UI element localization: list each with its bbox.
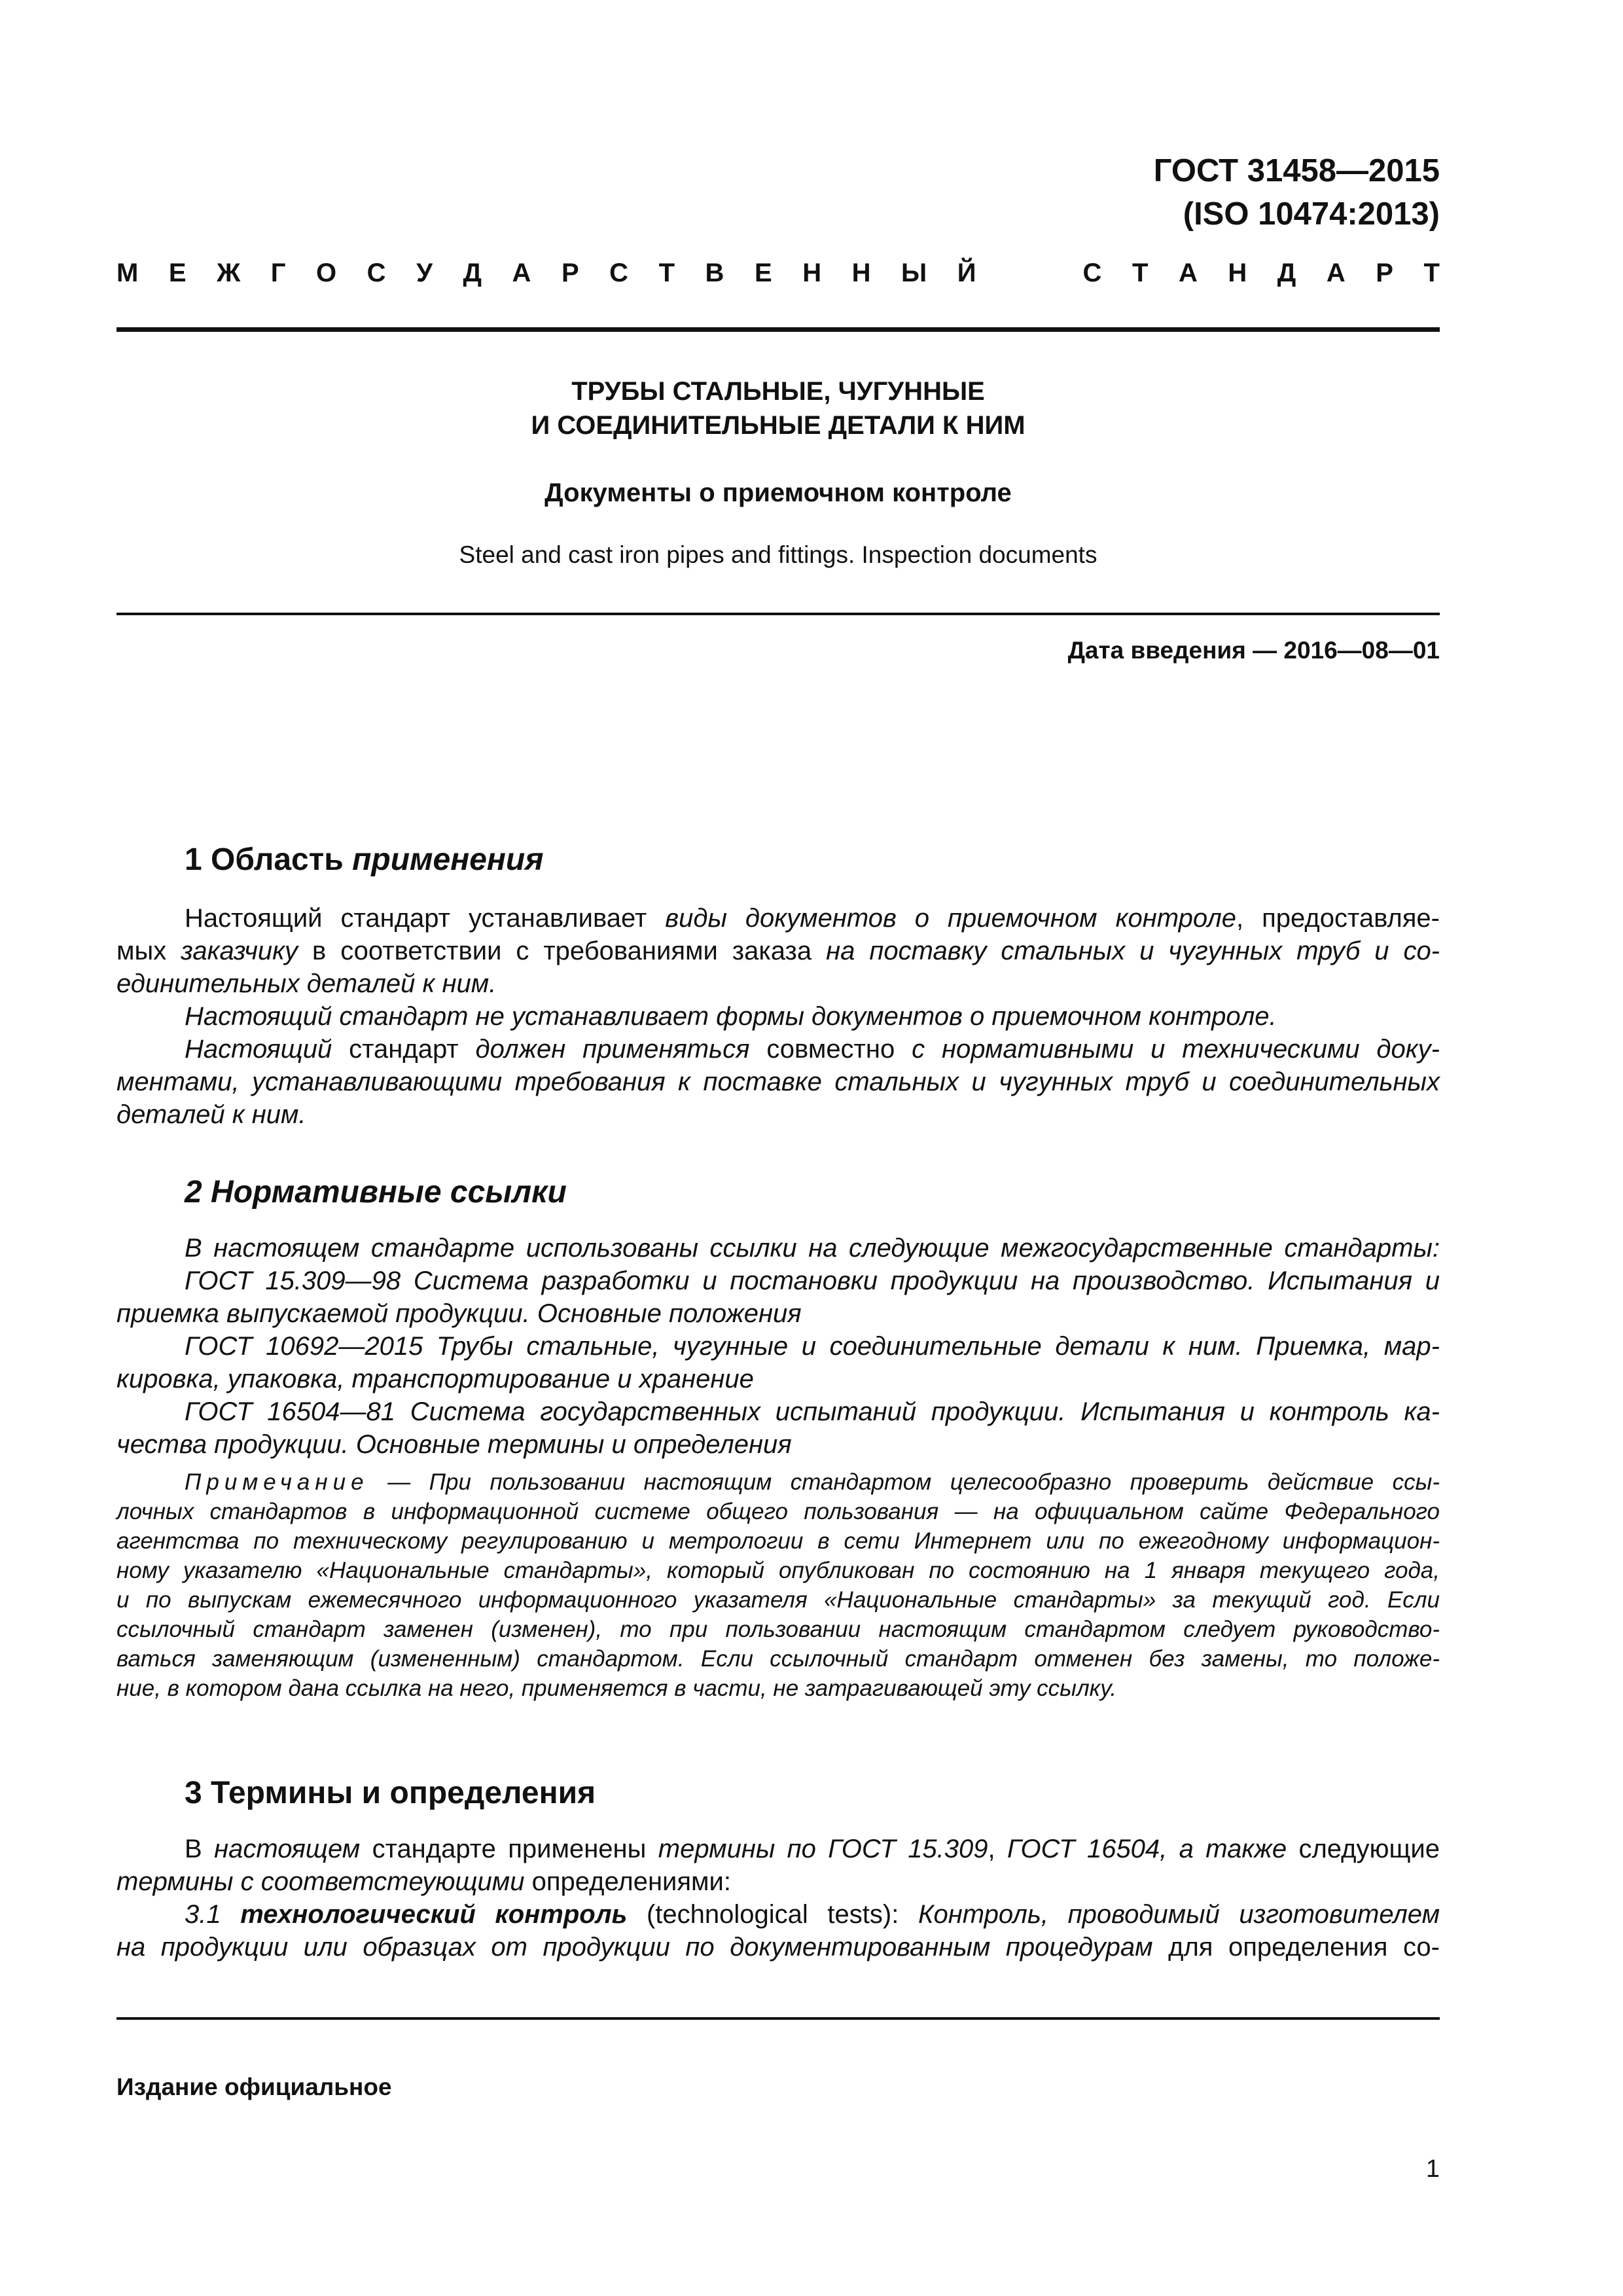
letter: О xyxy=(315,259,337,287)
reference-line: ГОСТ 10692—2015 Трубы стальные, чугунные и соединительные детали к ним. Приемка, мар- xyxy=(185,1332,1440,1361)
reference-line: ГОСТ 15.309—98 Система разработки и постановки продукции на производство. Испытания и xyxy=(185,1266,1440,1295)
text-line: В настоящем стандарте использованы ссылки на следующие межгосударственные стандарты: xyxy=(185,1234,1440,1263)
document-subtitle: Документы о приемочном контроле xyxy=(544,478,1012,507)
introduction-date: Дата введения — 2016—08—01 xyxy=(1067,637,1440,664)
note-line: ние, в котором дана ссылка на него, применяется в части, не затрагивающей эту ссылку. xyxy=(116,1676,1117,1701)
letter: Р xyxy=(561,259,579,287)
text-line: В настоящем стандарте применены термины по ГОСТ 15.309, ГОСТ 16504, а также следующие xyxy=(185,1835,1440,1863)
letter: Д xyxy=(1277,259,1296,287)
text-line: Настоящий стандарт устанавливает виды документов о приемочном контроле, предоставляе- xyxy=(185,904,1440,933)
note-label: Примечание xyxy=(185,1469,369,1495)
letter: Е xyxy=(754,259,772,287)
document-title xyxy=(116,374,1440,442)
official-edition-label: Издание официальное xyxy=(116,2073,392,2100)
letter: А xyxy=(1178,259,1198,287)
term-line: на продукции или образцах от продукции по документированным процедурам для определения со- xyxy=(116,1933,1440,1962)
note-line: Примечание — При пользовании настоящим стандартом целесообразно проверить действие ссы- xyxy=(185,1469,1440,1495)
title-line-2: И СОЕДИНИТЕЛЬНЫЕ ДЕТАЛИ К НИМ xyxy=(531,411,1026,440)
letter: Т xyxy=(1132,259,1149,287)
title-divider xyxy=(116,613,1440,615)
text-line: термины с соответстеующими определениями: xyxy=(116,1867,731,1896)
reference-line: чества продукции. Основные термины и определения xyxy=(116,1430,792,1459)
text-line: единительных деталей к ним. xyxy=(116,969,497,998)
letter: У xyxy=(416,259,433,287)
text-line: мых заказчику в соответствии с требованиями заказа на поставку стальных и чугунных труб и со- xyxy=(116,937,1440,965)
text-line: ментами, устанавливающими требования к поставке стальных и чугунных труб и соединительных xyxy=(116,1067,1440,1096)
standard-type-heading xyxy=(116,257,1440,289)
letter: Г xyxy=(270,259,286,287)
reference-line: приемка выпускаемой продукции. Основные положения xyxy=(116,1299,802,1328)
letter: В xyxy=(705,259,724,287)
letter: А xyxy=(512,259,531,287)
letter: Й xyxy=(957,259,976,287)
section-3-body xyxy=(116,1833,1440,1964)
letter: М xyxy=(116,259,139,287)
letter: Ы xyxy=(901,259,927,287)
gost-number: ГОСТ 31458—2015 xyxy=(1153,153,1440,188)
section-2-heading: 2 Нормативные ссылки xyxy=(185,1175,567,1210)
section-1-number: 1 Область xyxy=(185,842,353,877)
letter: Н xyxy=(802,259,822,287)
term-line: 3.1 технологический контроль (technological tests): Контроль, проводимый изготовителем xyxy=(185,1900,1440,1929)
section-1-body xyxy=(116,902,1440,1131)
title-line-1: ТРУБЫ СТАЛЬНЫЕ, ЧУГУННЫЕ xyxy=(571,377,985,406)
note-line: ному указателю «Национальные стандарты», который опубликован по состоянию на 1 января текущего года, xyxy=(116,1558,1440,1583)
iso-reference: (ISO 10474:2013) xyxy=(1183,196,1440,232)
reference-line: ГОСТ 16504—81 Система государственных испытаний продукции. Испытания и контроль ка- xyxy=(185,1397,1440,1426)
text-line: Настоящий стандарт должен применяться совместно с нормативными и техническими доку- xyxy=(185,1035,1440,1064)
section-3-heading: 3 Термины и определения xyxy=(185,1776,596,1810)
document-number-block xyxy=(1154,149,1440,236)
text-line: Настоящий стандарт не устанавливает формы документов о приемочном контроле. xyxy=(185,1002,1277,1031)
word-gap xyxy=(1007,257,1052,289)
english-title: Steel and cast iron pipes and fittings. Inspection documents xyxy=(459,541,1097,568)
letter: Е xyxy=(168,259,187,287)
section-1-title: применения xyxy=(352,842,544,877)
text-line: деталей к ним. xyxy=(116,1100,306,1129)
section-2-body xyxy=(116,1232,1440,1461)
letter: С xyxy=(609,259,629,287)
reference-line: кировка, упаковка, транспортирование и хранение xyxy=(116,1365,754,1393)
note-line: ссылочный стандарт заменен (изменен), то при пользовании настоящим стандартом следует руководство- xyxy=(116,1617,1440,1642)
header-divider xyxy=(116,327,1440,332)
section-1-heading xyxy=(185,840,544,880)
letter: Д xyxy=(463,259,482,287)
note-line: и по выпускам ежемесячного информационного указателя «Национальные стандарты» за текущий год. Если xyxy=(116,1587,1440,1613)
note-line: агентства по техническому регулированию и метрологии в сети Интернет или по ежегодному информацион- xyxy=(116,1528,1440,1554)
letter: Н xyxy=(851,259,871,287)
footer-divider xyxy=(116,2017,1440,2020)
letter: Т xyxy=(658,259,675,287)
letter: Н xyxy=(1228,259,1247,287)
page-number: 1 xyxy=(1425,2155,1440,2183)
letter: А xyxy=(1326,259,1346,287)
note-line: ваться заменяющим (измененным) стандартом. Если ссылочный стандарт отменен без замены, то положе- xyxy=(116,1646,1440,1672)
letter: Р xyxy=(1376,259,1393,287)
note-block xyxy=(116,1467,1440,1703)
note-line: лочных стандартов в информационной системе общего пользования — на официальном сайте Федерального xyxy=(116,1499,1440,1524)
letter: С xyxy=(1082,259,1102,287)
letter: Т xyxy=(1423,259,1440,287)
letter: Ж xyxy=(217,259,241,287)
letter: С xyxy=(366,259,386,287)
